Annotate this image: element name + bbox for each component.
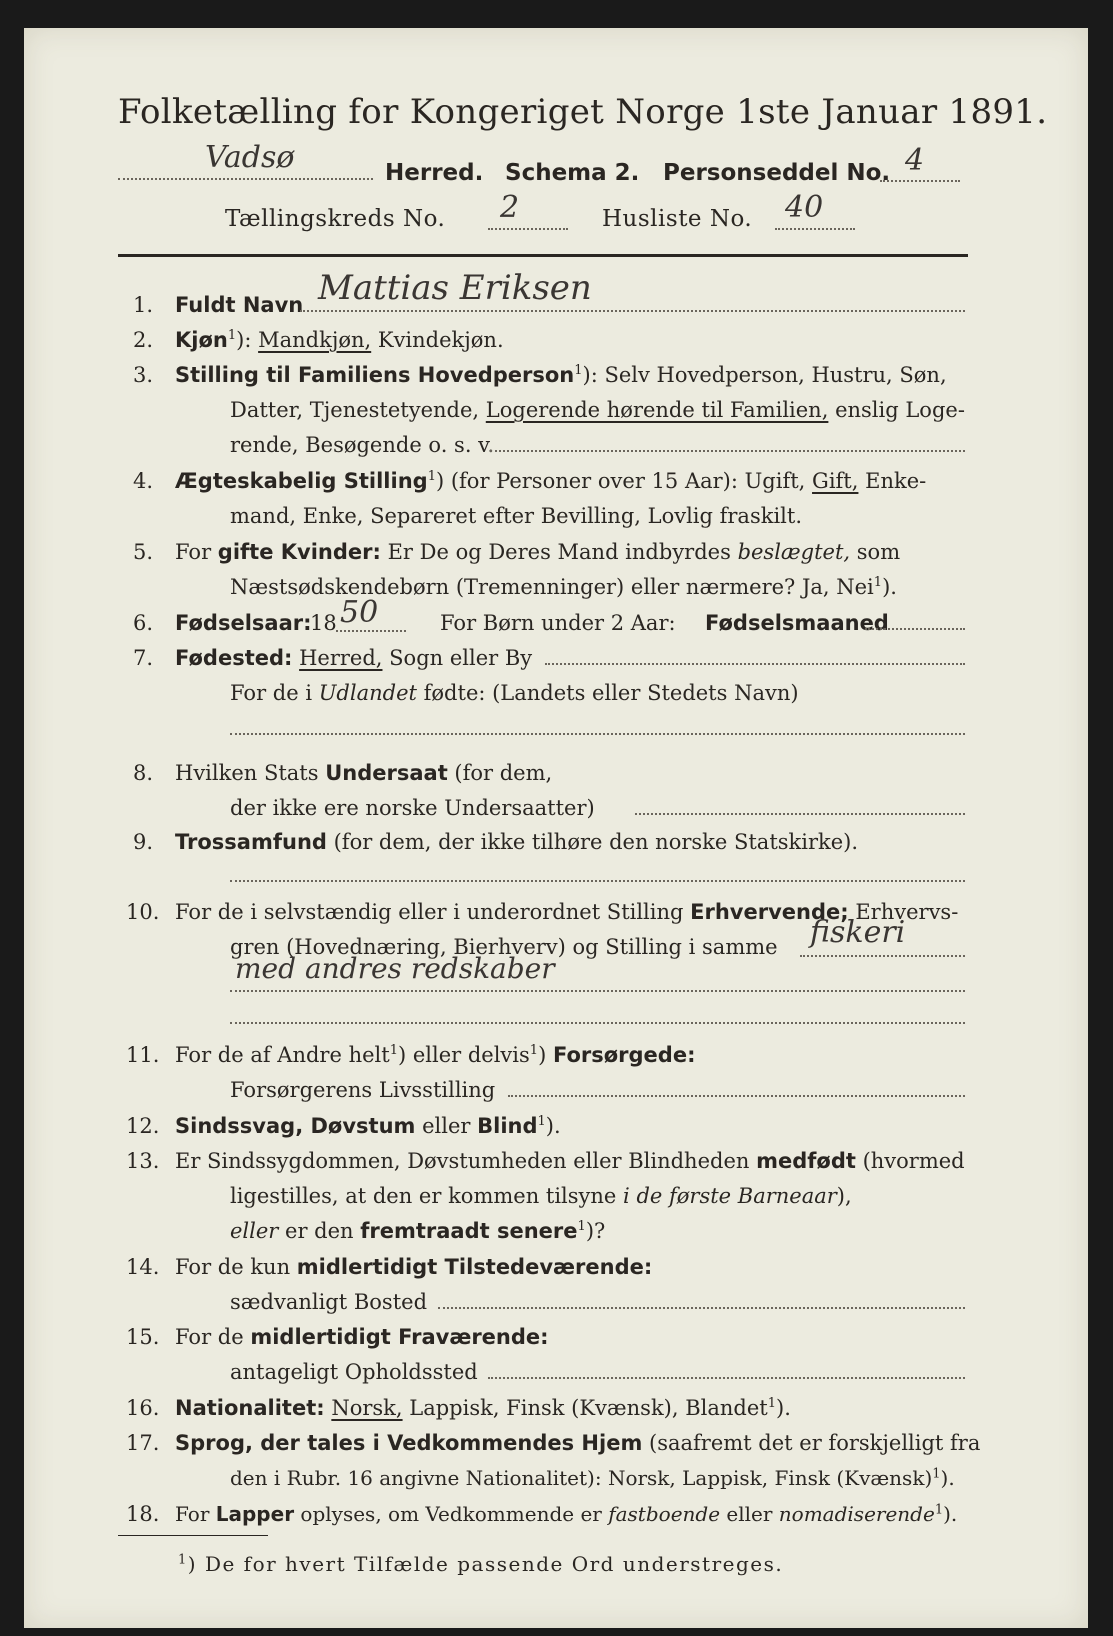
q9-label: Trossamfund <box>175 830 327 854</box>
q6-text-b: For Børn under 2 Aar: <box>440 611 676 635</box>
q7-number: 7. <box>133 646 154 670</box>
kreds-value: 2 <box>500 190 520 225</box>
q10-text-a: For de i selvstændig eller i underordnet Stilling <box>175 900 684 924</box>
q1-number: 1. <box>133 293 154 317</box>
q10-label: Erhvervende; <box>690 900 849 924</box>
q11-line2: Forsørgerens Livsstilling <box>230 1078 496 1102</box>
q10-number: 10. <box>126 900 160 924</box>
q13-line3i: eller <box>230 1219 279 1243</box>
q5-line1c: som <box>856 540 901 564</box>
q5-line2: Næstsødskendebørn (Tremenninger) eller nærmere? Ja, Nei <box>230 575 874 599</box>
q13-line2i: i de første Barneaar <box>623 1184 837 1208</box>
q15-label: midlertidigt Fraværende: <box>250 1325 549 1349</box>
q12-text-b: eller <box>422 1114 471 1138</box>
q11-text-b: ) eller delvis <box>397 1043 530 1067</box>
husliste-value: 40 <box>785 190 824 225</box>
q18-number: 18. <box>126 1502 160 1526</box>
q13-footnote-ref: 1 <box>577 1219 586 1234</box>
q16-footnote-ref: 1 <box>767 1396 777 1411</box>
personseddel-label: Personseddel No. <box>663 160 891 186</box>
header-rule <box>118 254 968 257</box>
schema-label: Schema 2. <box>505 160 640 186</box>
herred-dotline <box>118 178 373 180</box>
q2-option-kvindekjon: Kvindekjøn. <box>377 328 504 352</box>
q6-month-dotline <box>865 628 965 630</box>
q18-nomadiserende: nomadiserende <box>778 1502 935 1526</box>
husliste-label: Husliste No. <box>602 206 753 232</box>
q13-line1a: Er Sindssygdommen, Døvstumheden eller Blindheden <box>175 1149 750 1173</box>
q3-dotline <box>490 450 965 452</box>
q11-text-a: For de af Andre helt <box>175 1043 390 1067</box>
q7-line2b: fødte: (Landets eller Stedets Navn) <box>423 681 799 705</box>
q2-label: Kjøn <box>175 328 228 352</box>
q3-selected-logerende: Logerende hørende til Familien, <box>485 398 829 422</box>
footnote-rule <box>118 1535 268 1536</box>
q8-text-b: (for dem, <box>454 761 553 785</box>
q5-line2end: ). <box>882 575 897 599</box>
q10-value1: fiskeri <box>810 915 906 950</box>
q5-label: gifte Kvinder: <box>217 540 381 564</box>
q8-dotline <box>635 813 965 815</box>
q4-line1a: ) (for Personer over 15 Aar): Ugift, <box>435 469 806 493</box>
q14-label: midlertidigt Tilstedeværende: <box>296 1255 653 1279</box>
q13-line3a: er den <box>285 1219 354 1243</box>
footnote-marker: 1 <box>178 1552 188 1568</box>
q7-label: Fødested: <box>175 646 293 670</box>
q6-year-dotline <box>336 630 406 632</box>
q2-colon: ): <box>236 328 252 352</box>
q11-number: 11. <box>126 1043 160 1067</box>
q17-footnote-ref: 1 <box>932 1466 941 1482</box>
q16-number: 16. <box>126 1396 160 1420</box>
q16-end: ). <box>776 1396 791 1420</box>
q18-footnote-ref: 1 <box>934 1502 944 1518</box>
q3-line1: ): Selv Hovedperson, Hustru, Søn, <box>582 363 947 387</box>
q10-dotline2 <box>230 990 965 992</box>
q15-dotline <box>488 1377 965 1379</box>
q10-value2: med andres redskaber <box>235 952 555 985</box>
q18-end: ). <box>943 1502 958 1526</box>
q5-footnote-ref: 1 <box>873 575 883 590</box>
q17-line2: den i Rubr. 16 angivne Nationalitet): Norsk, Lappisk, Finsk (Kvænsk) <box>230 1466 933 1490</box>
q4-footnote-ref: 1 <box>427 469 436 484</box>
personseddel-dotline <box>880 180 960 182</box>
q14-line2: sædvanligt Bosted <box>230 1290 428 1314</box>
q13-label2: fremtraadt senere <box>360 1219 578 1243</box>
q4-number: 4. <box>133 469 154 493</box>
q18-text-b: oplyses, om Vedkommende er <box>300 1502 602 1526</box>
q8-line2: der ikke ere norske Undersaatter) <box>230 796 595 820</box>
q11-dotline <box>508 1095 965 1097</box>
q4-selected-gift: Gift, <box>812 469 859 493</box>
q7-selected-herred: Herred, <box>299 646 383 670</box>
q7-udlandet: Udlandet <box>318 681 417 705</box>
herred-value: Vadsø <box>205 140 295 175</box>
q2-footnote-ref: 1 <box>227 328 237 343</box>
q14-number: 14. <box>126 1255 160 1279</box>
q13-line2b: ), <box>836 1184 852 1208</box>
q12-label: Sindssvag, Døvstum <box>175 1114 416 1138</box>
q3-line2a: Datter, Tjenestetyende, <box>230 398 480 422</box>
q7-text-b: Sogn eller By <box>389 646 533 670</box>
kreds-label: Tællingskreds No. <box>225 206 446 232</box>
q13-line2a: ligestilles, at den er kommen tilsyne <box>230 1184 617 1208</box>
q9-text-b: (for dem, der ikke tilhøre den norske Statskirke). <box>333 830 859 854</box>
q10-text-b: Erhvervs- <box>855 900 959 924</box>
q12-end: ). <box>545 1114 561 1138</box>
q14-text-a: For de kun <box>175 1255 291 1279</box>
q13-line3end: )? <box>585 1219 606 1243</box>
q16-selected-norsk: Norsk, <box>331 1396 403 1420</box>
q10-line2: gren (Hovednæring, Bierhverv) og Stilling i samme <box>230 935 778 959</box>
q17-label: Sprog, der tales i Vedkommendes Hjem <box>175 1431 643 1455</box>
q4-label: Ægteskabelig Stilling <box>175 469 428 493</box>
q6-label: Fødselsaar: <box>175 611 312 635</box>
kreds-dotline <box>488 228 568 230</box>
q13-line1b: (hvormed <box>862 1149 965 1173</box>
q17-text-b: (saafremt det er forskjelligt fra <box>649 1431 981 1455</box>
q18-fastboende: fastboende <box>608 1502 721 1526</box>
q12-footnote-ref: 1 <box>537 1114 546 1129</box>
q11-text-c: ) <box>538 1043 547 1067</box>
q6-value: 50 <box>340 595 379 630</box>
q8-label: Undersaat <box>325 761 448 785</box>
q3-number: 3. <box>133 363 154 387</box>
q7-line2a: For de i <box>230 681 313 705</box>
q4-line2: mand, Enke, Separeret efter Bevilling, Lovlig fraskilt. <box>230 504 803 528</box>
q9-dotline <box>230 880 965 882</box>
q17-number: 17. <box>126 1431 160 1455</box>
footnote-text: ) De for hvert Tilfælde passende Ord understreges. <box>187 1552 784 1576</box>
q16-label: Nationalitet: <box>175 1396 325 1420</box>
q13-label: medfødt <box>756 1149 856 1173</box>
q8-text-a: Hvilken Stats <box>175 761 319 785</box>
q11-footnote-ref: 1 <box>389 1043 398 1058</box>
q13-number: 13. <box>126 1149 160 1173</box>
q11-label: Forsørgede: <box>552 1043 696 1067</box>
q18-text-a: For <box>175 1502 210 1526</box>
q15-number: 15. <box>126 1325 160 1349</box>
q14-dotline <box>438 1307 965 1309</box>
form-title: Folketælling for Kongeriget Norge 1ste Januar 1891. <box>118 92 1048 132</box>
q3-line2b: enslig Loge- <box>835 398 965 422</box>
q5-beslaegtet: beslægtet, <box>737 540 851 564</box>
q3-footnote-ref: 1 <box>574 363 583 378</box>
q12-label2: Blind <box>477 1114 538 1138</box>
q15-text-a: For de <box>175 1325 244 1349</box>
q11-footnote-ref2: 1 <box>529 1043 539 1058</box>
q2-number: 2. <box>133 328 154 352</box>
q10-dotline3 <box>230 1022 965 1024</box>
q2-option-mandkjon: Mandkjøn, <box>258 328 372 352</box>
q9-number: 9. <box>133 830 154 854</box>
q5-number: 5. <box>133 540 154 564</box>
q5-text-a: For <box>175 540 212 564</box>
q7-dotline <box>545 663 965 665</box>
q18-text-c: eller <box>726 1502 773 1526</box>
q8-number: 8. <box>133 761 154 785</box>
q3-label: Stilling til Familiens Hovedperson <box>175 363 575 387</box>
q1-value: Mattias Eriksen <box>318 268 592 308</box>
q12-number: 12. <box>126 1114 160 1138</box>
husliste-dotline <box>775 228 855 230</box>
q17-end: ). <box>940 1466 955 1490</box>
personseddel-value: 4 <box>905 143 925 178</box>
q1-dotline <box>300 310 965 312</box>
q10-dotline1 <box>800 955 965 957</box>
q6-label2: Fødselsmaaned <box>705 611 889 635</box>
q16-text-b: Lappisk, Finsk (Kvænsk), Blandet <box>409 1396 768 1420</box>
q18-label: Lapper <box>215 1502 295 1526</box>
herred-label: Herred. <box>385 160 484 186</box>
q4-line1b: Enke- <box>865 469 927 493</box>
q3-line3: rende, Besøgende o. s. v. <box>230 433 495 457</box>
q6-number: 6. <box>133 611 154 635</box>
q1-label: Fuldt Navn <box>175 293 304 317</box>
q6-prefix: 18 <box>310 611 337 635</box>
q7-country-dotline <box>230 733 965 735</box>
q15-line2: antageligt Opholdssted <box>230 1360 478 1384</box>
q5-line1b: Er De og Deres Mand indbyrdes <box>387 540 731 564</box>
